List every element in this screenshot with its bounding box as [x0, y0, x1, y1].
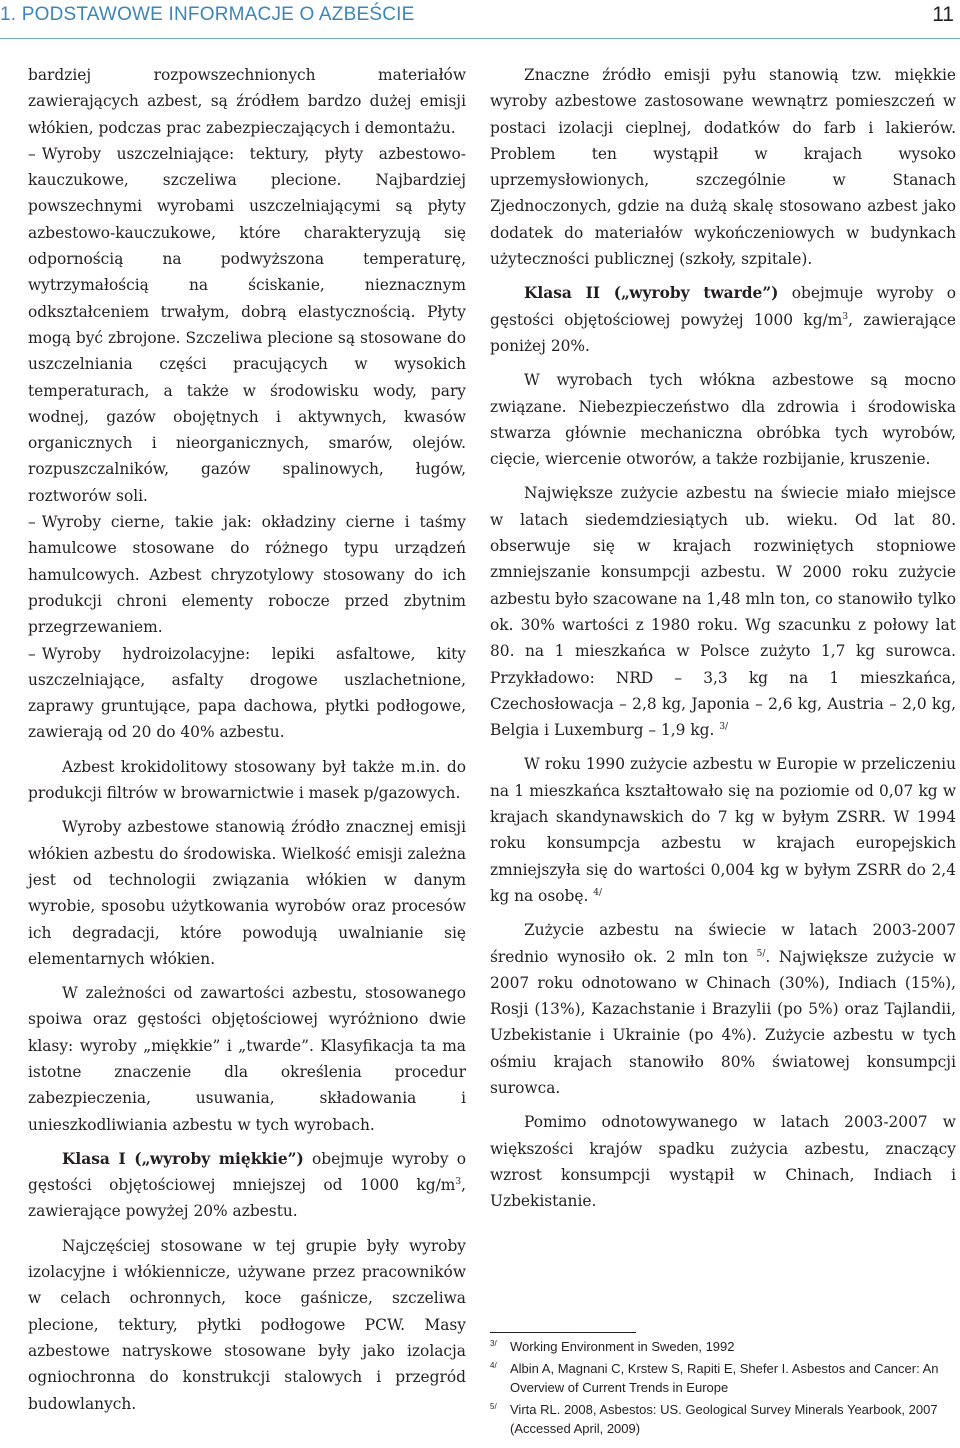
chapter-title: 1. PODSTAWOWE INFORMACJE O AZBEŚCIE	[0, 4, 415, 25]
footnote-text: Albin A, Magnani C, Krstew S, Rapiti E, Shefer I. Asbestos and Cancer: An Overview of Current Trends in Europe	[510, 1361, 939, 1395]
class-ii-heading: Klasa II („wyroby twarde”)	[524, 284, 779, 303]
class-i-heading: Klasa I („wyroby miękkie”)	[62, 1149, 304, 1168]
paragraph-text: , zawierające poniżej 20%.	[490, 310, 956, 355]
right-column	[490, 62, 956, 1214]
paragraph-text: . Największe zużycie w 2007 roku odnotowano w Chinach (30%), Indiach (15%), Rosji (13%), Kazachstanie i Brazylii (po 5%) oraz Tajlandii, Uzbekistanie i Ukrainie (po 4%). Zużycie azbestu w tych ośmiu krajach stanowiło 80% światowej konsumpcji surowca.	[490, 947, 956, 1097]
list-item	[28, 509, 466, 640]
footnote-text: Virta RL. 2008, Asbestos: US. Geological Survey Minerals Yearbook, 2007 (Accessed April, 2009)	[510, 1402, 938, 1436]
paragraph-text: , zawierające powyżej 20% azbestu.	[28, 1176, 466, 1221]
footnote-divider	[490, 1332, 636, 1333]
footnote-ref[interactable]: 4/	[593, 887, 603, 898]
footnote-ref[interactable]: 5/	[756, 948, 766, 959]
paragraph-text: Największe zużycie azbestu na świecie miało miejsce w latach siedemdziesiątych ub. wieku. Od lat 80. obserwuje się w krajach rozwiniętych stopniowe zmniejszanie konsumpcji azbestu. W 2000 roku zużycie azbestu było szacowane na 1,48 mln ton, co stanowiło tylko ok. 30% wartości z 1980 roku. Wg szacunku z połowy lat 80. na 1 mieszkańca w Polsce zużyto 1,7 kg surowca. Przykładowo: NRD – 3,3 kg na 1 mieszkańca, Czechosłowacja – 2,8 kg, Japonia – 2,6 kg, Austria – 2,0 kg, Belgia i Luxemburg – 1,9 kg.	[490, 484, 956, 740]
page-number: 11	[932, 3, 954, 26]
superscript: 3	[842, 311, 849, 322]
paragraph	[28, 1146, 466, 1225]
footnote	[490, 1400, 956, 1438]
paragraph: Najczęściej stosowane w tej grupie były wyroby izolacyjne i włókiennicze, używane przez pracowników w celach ochronnych, koce gaśnicze, szczeliwa plecione, tektury, płytki podłogowe PCW. Masy azbestowe natryskowe stosowane były jako izolacja ogniochronna do konstrukcji stalowych i przegród budowlanych.	[28, 1236, 466, 1413]
paragraph-text: obejmuje wyroby o gęstości objętościowej powyżej 1000 kg/m	[490, 284, 956, 329]
list-item	[28, 141, 466, 509]
paragraph	[490, 751, 956, 909]
footnote-ref[interactable]: 3/	[719, 722, 729, 732]
footnote-text: Working Environment in Sweden, 1992	[510, 1339, 735, 1354]
paragraph: Wyroby azbestowe stanowią źródło znacznej emisji włókien azbestu do środowiska. Wielkość emisji zależna jest od technologii związania włókien w danym wyrobie, sposobu użytkowania wyrobów oraz procesów ich degradacji, które powodują uwalnianie się elementarnych włókien.	[28, 818, 466, 968]
paragraph-text: Zużycie azbestu na świecie w latach 2003-2007 średnio wynosiło ok. 2 mln ton	[490, 921, 956, 966]
paragraph	[490, 917, 956, 1101]
paragraph: bardziej rozpowszechnionych materiałów zawierających azbest, są źródłem bardzo dużej emisji włókien, podczas prac zabezpieczających i demontażu.	[28, 66, 466, 137]
footnote	[490, 1337, 956, 1356]
list-item-text: Wyroby uszczelniające: tektury, płyty azbestowo-kauczukowe, szczeliwa plecione. Najbardziej powszechnymi wyrobami uszczelniającymi są płyty azbestowo-kauczukowe, które charakteryzują się odpornością na podwyższona temperaturę, wytrzymałością na ściskanie, nieznacznym odkształceniem trwałym, dobrą elastycznością. Płyty mogą być zbrojone. Szczeliwa plecione są stosowane do uszczelniania części pracujących w wysokich temperaturach, a także w środowisku wody, pary wodnej, gazów obojętnych i aktywnych, kwasów organicznych i nieorganicznych, smarów, olejów. rozpuszczalników, gazów spalinowych, ługów, roztworów soli.	[28, 144, 466, 505]
paragraph	[490, 480, 956, 743]
footnote-mark: 3/	[490, 1339, 497, 1348]
superscript: 3	[455, 1177, 462, 1188]
bullet-dash: –	[28, 513, 36, 532]
list-item	[28, 641, 466, 746]
paragraph: W zależności od zawartości azbestu, stosowanego spoiwa oraz gęstości objętościowej wyróżniono dwie klasy: wyroby „miękkie” i „twarde”. Klasyfikacja ta ma istotne znaczenie dla określenia procedur zabezpieczenia, usuwania, składowania i unieszkodliwiania azbestu w tych wyrobach.	[28, 984, 466, 1134]
bullet-dash: –	[28, 144, 36, 163]
bullet-dash: –	[28, 644, 36, 663]
footnote-mark: 5/	[490, 1402, 497, 1411]
list-item-text: Wyroby hydroizolacyjne: lepiki asfaltowe, kity uszczelniające, asfalty drogowe uszlachetnione, zaprawy gruntujące, papa dachowa, płytki podłogowe, zawierają od 20 do 40% azbestu.	[28, 644, 466, 742]
paragraph: Znaczne źródło emisji pyłu stanowią tzw. miękkie wyroby azbestowe zastosowane wewnątrz pomieszczeń w postaci izolacji cieplnej, dodatków do farb i lakierów. Problem ten wystąpił w krajach wysoko uprzemysłowionych, szczególnie w Stanach Zjednoczonych, gdzie na dużą skalę stosowano azbest jako dodatek do materiałów wykończeniowych w budynkach użyteczności publicznej (szkoły, szpitale).	[490, 66, 956, 269]
paragraph: Azbest krokidolitowy stosowany był także m.in. do produkcji filtrów w browarnictwie i masek p/gazowych.	[28, 757, 466, 803]
footnote-mark: 4/	[490, 1361, 497, 1370]
paragraph-text: obejmuje wyroby o gęstości objętościowej mniejszej od 1000 kg/m	[28, 1149, 466, 1195]
paragraph	[490, 280, 956, 359]
footnotes	[490, 1332, 956, 1441]
list-item-text: Wyroby cierne, takie jak: okładziny cierne i taśmy hamulcowe stosowane do różnego typu urządzeń hamulcowych. Azbest chryzotylowy stosowany do ich produkcji chroni elementy robocze przed zbytnim przegrzewaniem.	[28, 513, 466, 637]
left-column	[28, 62, 466, 1417]
page-header	[0, 0, 960, 39]
paragraph: W wyrobach tych włókna azbestowe są mocno związane. Niebezpieczeństwo dla zdrowia i środowiska stwarza głównie mechaniczna obróbka tych wyrobów, cięcie, wiercenie otworów, a także rozbijanie, kruszenie.	[490, 371, 956, 469]
paragraph-text: W roku 1990 zużycie azbestu w Europie w przeliczeniu na 1 mieszkańca kształtowało się na poziomie od 0,07 kg w krajach skandynawskich do 7 kg w byłym ZSRR. W 1994 roku konsumpcja azbestu w krajach europejskich zmniejszyła się do wartości 0,004 kg w byłym ZSRR do 2,4 kg na osobę.	[490, 755, 956, 905]
paragraph: Pomimo odnotowywanego w latach 2003-2007 w większości krajów spadku zużycia azbestu, znaczący wzrost konsumpcji wystąpił w Chinach, Indiach i Uzbekistanie.	[490, 1113, 956, 1211]
footnote	[490, 1359, 956, 1397]
